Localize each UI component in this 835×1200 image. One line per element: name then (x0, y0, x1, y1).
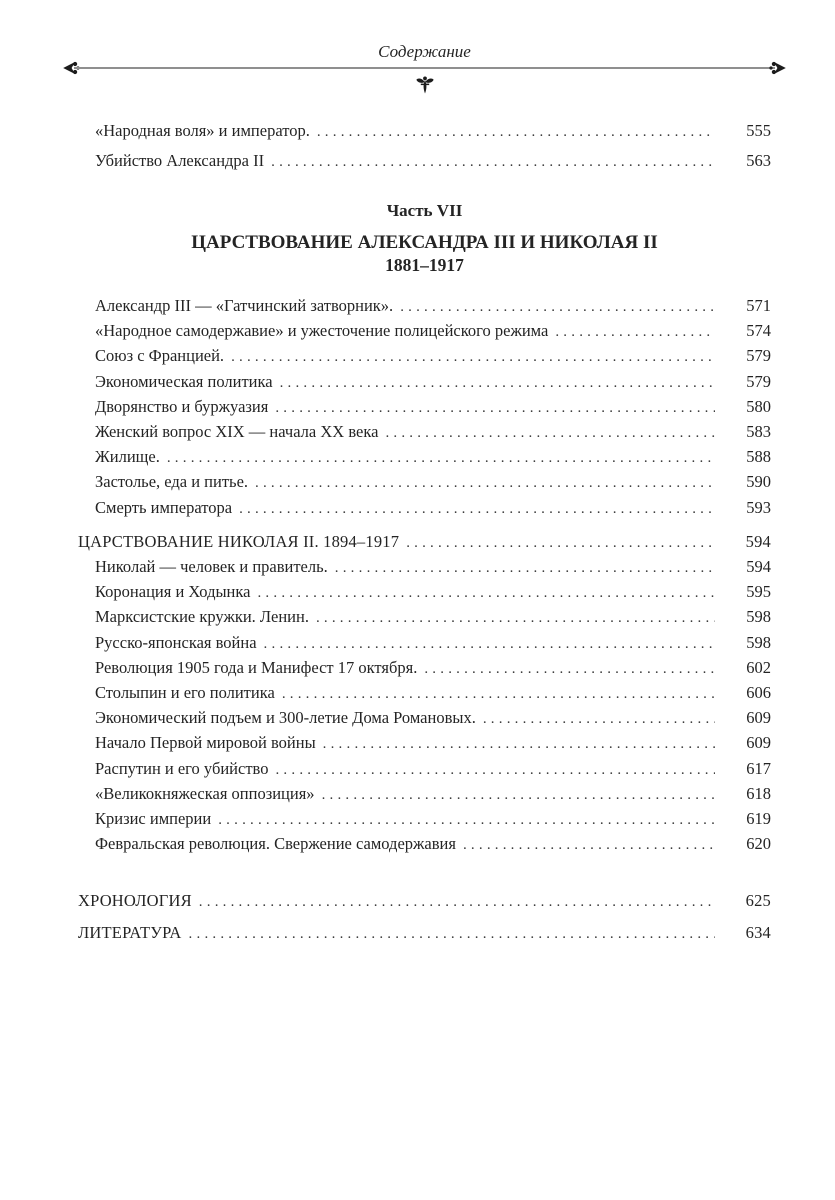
entry-page-number: 598 (746, 632, 771, 652)
entry-page-number: 594 (746, 557, 771, 577)
entry-page-number: 594 (745, 531, 771, 551)
dot-leader (424, 656, 715, 681)
toc-entry (78, 117, 771, 147)
entry-page-number: 593 (746, 497, 771, 517)
dot-leader (280, 370, 715, 395)
entry-title: ЦАРСТВОВАНИЕ НИКОЛАЯ II. 1894–1917 (78, 531, 400, 551)
entry-page-number: 609 (746, 708, 771, 728)
entry-title: Начало Первой мировой войны (95, 733, 316, 753)
toc-entry (78, 147, 771, 177)
dot-leader (463, 832, 715, 857)
header-rule (78, 62, 771, 76)
entry-page-number: 598 (746, 607, 771, 627)
entry-page-number: 619 (746, 809, 771, 829)
entry-title: Марксистские кружки. Ленин. (95, 607, 309, 627)
rule-line (74, 67, 775, 69)
dot-leader (264, 631, 715, 656)
toc-entry (78, 470, 771, 495)
dot-leader (167, 445, 715, 470)
dot-leader (199, 886, 715, 918)
entry-title: Застолье, еда и питье. (95, 472, 249, 492)
part-kicker: Часть VII (386, 201, 463, 220)
toc-entry (78, 757, 771, 782)
dot-leader (322, 782, 715, 807)
dot-leader (275, 395, 715, 420)
toc-entry (78, 496, 771, 521)
dot-leader (282, 681, 715, 706)
part-years: 1881–1917 (385, 255, 464, 275)
entry-title: Столыпин и его политика (95, 683, 275, 703)
back-matter-entries (78, 886, 771, 949)
dot-leader (385, 420, 715, 445)
entry-page-number: 634 (745, 922, 771, 942)
dot-leader (218, 807, 715, 832)
entry-title: «Народное самодержавие» и ужесточение полицейского режима (95, 321, 549, 341)
entry-title: ХРОНОЛОГИЯ (78, 891, 192, 911)
toc-entry (78, 319, 771, 344)
entry-title: Смерть императора (95, 497, 233, 517)
toc-entry (78, 886, 771, 918)
entry-page-number: 563 (746, 150, 771, 170)
dot-leader (323, 731, 715, 756)
dot-leader (406, 530, 715, 555)
dot-leader (483, 706, 715, 731)
toc-entry (78, 580, 771, 605)
entry-page-number: 571 (746, 296, 771, 315)
toc-entry (78, 555, 771, 580)
entry-page-number: 579 (746, 371, 771, 391)
entry-title: Коронация и Ходынка (95, 582, 251, 602)
dot-leader (231, 344, 715, 369)
fleur-de-lis-icon (78, 75, 771, 95)
entry-page-number: 588 (746, 447, 771, 467)
entry-page-number: 580 (746, 396, 771, 416)
toc-entry (78, 395, 771, 420)
toc-entry (78, 731, 771, 756)
nicholas-section (78, 530, 771, 858)
entry-page-number: 602 (746, 657, 771, 677)
entry-title: ЛИТЕРАТУРА (78, 922, 182, 942)
entry-page-number: 618 (746, 783, 771, 803)
toc-entry (78, 344, 771, 369)
toc-entry (78, 681, 771, 706)
toc-entry (78, 631, 771, 656)
part-heading (78, 201, 771, 275)
entry-page-number: 625 (745, 891, 771, 911)
dot-leader (317, 117, 715, 147)
entry-page-number: 555 (746, 121, 771, 140)
entry-title: Александр III — «Гатчинский затворник». (95, 296, 394, 315)
entry-title: Экономическая политика (95, 371, 273, 391)
entry-title: Русско-японская война (95, 632, 257, 652)
toc-entry (78, 832, 771, 857)
entry-page-number: 617 (746, 758, 771, 778)
entry-title: Революция 1905 года и Манифест 17 октября. (95, 657, 418, 677)
dot-leader (189, 918, 715, 950)
toc-section-heading (78, 530, 771, 555)
entry-title: Экономический подъем и 300-летие Дома Романовых. (95, 708, 476, 728)
dot-leader (255, 470, 715, 495)
entry-title: «Великокняжеская оппозиция» (95, 783, 315, 803)
toc-entry (78, 420, 771, 445)
toc-entry (78, 918, 771, 950)
intro-entries (78, 117, 771, 176)
entry-page-number: 579 (746, 346, 771, 366)
entry-page-number: 574 (746, 321, 771, 341)
toc-entry (78, 807, 771, 832)
entry-title: Дворянство и буржуазия (95, 396, 269, 416)
entry-title: Убийство Александра II (95, 150, 265, 170)
table-of-contents (78, 117, 771, 949)
toc-entry (78, 656, 771, 681)
part-title: ЦАРСТВОВАНИЕ АЛЕКСАНДРА III И НИКОЛАЯ II (191, 232, 658, 253)
entry-title: «Народная воля» и император. (95, 121, 310, 140)
entry-page-number: 590 (746, 472, 771, 492)
entry-title: Кризис империи (95, 809, 212, 829)
dot-leader (239, 496, 715, 521)
part-entries (78, 294, 771, 521)
entry-title: Николай — человек и правитель. (95, 557, 328, 577)
arrow-right-finial-icon (769, 59, 787, 82)
dot-leader (271, 147, 715, 177)
entry-title: Союз с Францией. (95, 346, 225, 366)
entry-page-number: 595 (746, 582, 771, 602)
page-header (78, 42, 771, 95)
running-title: Содержание (378, 42, 471, 61)
entry-page-number: 609 (746, 733, 771, 753)
toc-entry (78, 605, 771, 630)
arrow-left-finial-icon (62, 59, 80, 82)
dot-leader (555, 319, 715, 344)
entry-title: Февральская революция. Свержение самодержавия (95, 834, 456, 854)
dot-leader (275, 757, 715, 782)
entry-page-number: 583 (746, 422, 771, 442)
dot-leader (400, 294, 715, 319)
dot-leader (316, 605, 715, 630)
entry-title: Женский вопрос XIX — начала XX века (95, 422, 379, 442)
toc-entry (78, 706, 771, 731)
toc-entry (78, 782, 771, 807)
toc-entry (78, 445, 771, 470)
toc-entry (78, 294, 771, 319)
entry-page-number: 620 (746, 834, 771, 854)
toc-entry (78, 370, 771, 395)
entry-title: Распутин и его убийство (95, 758, 269, 778)
entry-title: Жилище. (95, 447, 160, 467)
dot-leader (335, 555, 715, 580)
dot-leader (257, 580, 715, 605)
entry-page-number: 606 (746, 683, 771, 703)
